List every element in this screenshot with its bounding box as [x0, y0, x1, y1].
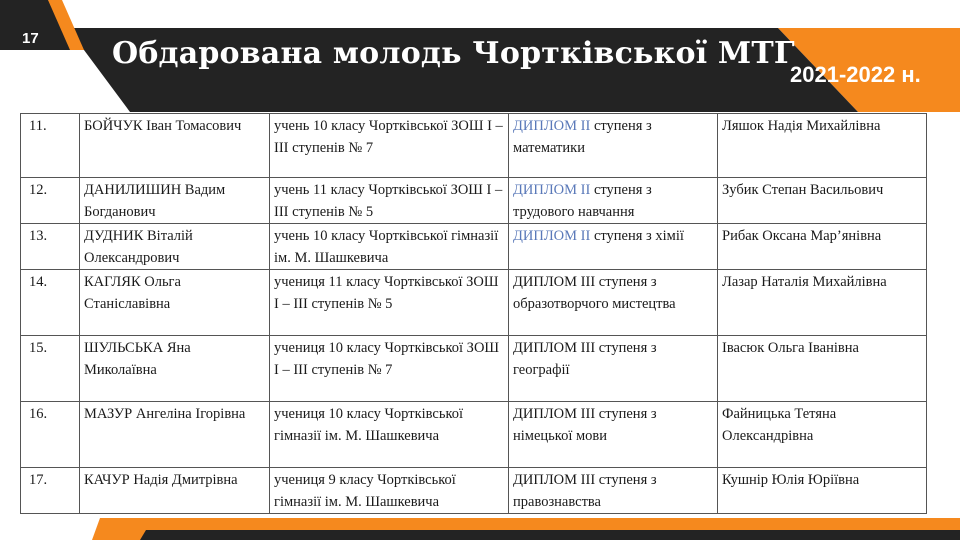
school-info: учениця 11 класу Чортківської ЗОШ І – ІІІ ступенів № 5	[270, 270, 509, 336]
row-number: 16.	[21, 402, 80, 468]
teacher-name: Лазар Наталія Михайлівна	[718, 270, 927, 336]
student-name: БОЙЧУК Іван Томасович	[80, 114, 270, 178]
school-info: учениця 10 класу Чортківської гімназії ім. М. Шашкевича	[270, 402, 509, 468]
student-name: МАЗУР Ангеліна Ігорівна	[80, 402, 270, 468]
diploma-label: ДИПЛОМ ІІ	[513, 182, 591, 198]
table-row	[21, 468, 927, 514]
student-name: ШУЛЬСЬКА Яна Миколаївна	[80, 336, 270, 402]
teacher-name: Рибак Оксана Мар’янівна	[718, 224, 927, 270]
student-name: КАГЛЯК Ольга Станіславівна	[80, 270, 270, 336]
award-subject: ступеня з математики	[513, 118, 652, 156]
school-info: учень 11 класу Чортківської ЗОШ І – ІІІ ступенів № 5	[270, 178, 509, 224]
row-number: 14.	[21, 270, 80, 336]
page-title: Обдарована молодь Чортківської МТГ	[112, 36, 795, 71]
diploma-label: ДИПЛОМ ІІІ	[513, 472, 596, 488]
award-cell	[509, 178, 718, 224]
school-info: учень 10 класу Чортківської гімназії ім. М. Шашкевича	[270, 224, 509, 270]
row-number: 12.	[21, 178, 80, 224]
award-cell	[509, 114, 718, 178]
award-subject: ступеня з хімії	[590, 228, 684, 244]
table-row	[21, 224, 927, 270]
school-info: учениця 10 класу Чортківської ЗОШ І – ІІІ ступенів № 7	[270, 336, 509, 402]
student-name: ДУДНИК Віталій Олександрович	[80, 224, 270, 270]
diploma-label: ДИПЛОМ ІІ	[513, 228, 591, 244]
teacher-name: Івасюк Ольга Іванівна	[718, 336, 927, 402]
teacher-name: Ляшок Надія Михайлівна	[718, 114, 927, 178]
diploma-label: ДИПЛОМ ІІІ	[513, 274, 596, 290]
diploma-label: ДИПЛОМ ІІІ	[513, 340, 596, 356]
diploma-label: ДИПЛОМ ІІІ	[513, 406, 596, 422]
award-subject: ступеня з образотворчого мистецтва	[513, 274, 676, 312]
student-name: КАЧУР Надія Дмитрівна	[80, 468, 270, 514]
diploma-label: ДИПЛОМ ІІ	[513, 118, 591, 134]
awards-table	[20, 113, 927, 514]
school-info: учениця 9 класу Чортківської гімназії ім. М. Шашкевича	[270, 468, 509, 514]
table-row	[21, 336, 927, 402]
school-info: учень 10 класу Чортківської ЗОШ І – ІІІ ступенів № 7	[270, 114, 509, 178]
academic-year: 2021-2022 н.	[790, 62, 921, 87]
award-subject: ступеня з правознавства	[513, 472, 657, 510]
award-subject: ступеня з трудового навчання	[513, 182, 652, 220]
student-name: ДАНИЛИШИН Вадим Богданович	[80, 178, 270, 224]
row-number: 13.	[21, 224, 80, 270]
award-cell	[509, 402, 718, 468]
award-subject: ступеня з географії	[513, 340, 657, 378]
award-cell	[509, 224, 718, 270]
table-row	[21, 270, 927, 336]
table-row	[21, 178, 927, 224]
row-number: 15.	[21, 336, 80, 402]
row-number: 17.	[21, 468, 80, 514]
table-row	[21, 402, 927, 468]
award-cell	[509, 468, 718, 514]
teacher-name: Кушнір Юлія Юріївна	[718, 468, 927, 514]
row-number: 11.	[21, 114, 80, 178]
award-subject: ступеня з німецької мови	[513, 406, 657, 444]
award-cell	[509, 270, 718, 336]
award-cell	[509, 336, 718, 402]
teacher-name: Файницька Тетяна Олександрівна	[718, 402, 927, 468]
table-row	[21, 114, 927, 178]
teacher-name: Зубик Степан Васильович	[718, 178, 927, 224]
footer-band	[0, 514, 960, 540]
slide-number: 17	[22, 30, 39, 47]
footer-dark-stripe	[140, 530, 960, 540]
